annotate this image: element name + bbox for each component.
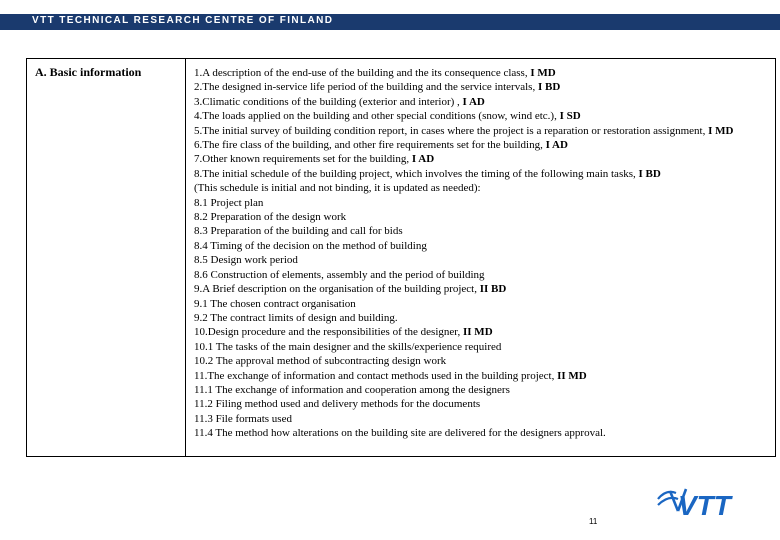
requirements-list	[194, 66, 766, 441]
list-item: 11.3 File formats used	[194, 412, 292, 425]
column-divider	[185, 59, 186, 456]
list-item: 10.2 The approval method of subcontracting design work	[194, 355, 447, 368]
list-item: 8.4 Timing of the decision on the method of building	[194, 239, 427, 252]
list-item: 3.Climatic conditions of the building (exterior and interior) , I AD	[194, 95, 485, 108]
list-item: 11.1 The exchange of information and cooperation among the designers	[194, 383, 510, 396]
list-item: 5.The initial survey of building condition report, in cases where the project is a reparation or restoration assignment, I MD	[194, 124, 734, 137]
list-item: 11.4 The method how alterations on the building site are delivered for the designers approval.	[194, 427, 606, 440]
header-bar	[0, 14, 780, 30]
list-item: 1.A description of the end-use of the building and the its consequence class, I MD	[194, 67, 556, 79]
list-item: 8.6 Construction of elements, assembly and the period of building	[194, 268, 485, 281]
list-item: 9.1 The chosen contract organisation	[194, 297, 356, 310]
header-title: VTT TECHNICAL RESEARCH CENTRE OF FINLAND	[32, 15, 334, 26]
list-item: 10.Design procedure and the responsibilities of the designer, II MD	[194, 326, 493, 339]
list-item: 11.2 Filing method used and delivery methods for the documents	[194, 398, 481, 411]
list-item: 9.2 The contract limits of design and building.	[194, 311, 398, 324]
basic-information-table	[26, 58, 776, 457]
list-item: 8.2 Preparation of the design work	[194, 211, 347, 224]
logo-text: VTT	[678, 490, 731, 519]
list-item: 4.The loads applied on the building and other special conditions (snow, wind etc.), I SD	[194, 110, 581, 123]
list-item: (This schedule is initial and not binding, it is updated as needed):	[194, 182, 481, 195]
list-item: 8.5 Design work period	[194, 254, 298, 267]
list-item: 8.3 Preparation of the building and call for bids	[194, 225, 403, 238]
page-number: 11	[589, 517, 598, 526]
list-item: 9.A Brief description on the organisation of the building project, II BD	[194, 283, 507, 296]
list-item: 8.1 Project plan	[194, 196, 264, 209]
vtt-logo-graphic	[656, 485, 768, 519]
list-item: 7.Other known requirements set for the building, I AD	[194, 153, 435, 166]
section-label: A. Basic information	[35, 65, 142, 79]
list-item: 10.1 The tasks of the main designer and the skills/experience required	[194, 340, 502, 353]
list-item: 2.The designed in-service life period of the building and the service intervals, I BD	[194, 81, 561, 94]
list-item: 11.The exchange of information and contact methods used in the building project, II MD	[194, 369, 587, 382]
list-item: 8.The initial schedule of the building project, which involves the timing of the following main tasks, I BD	[194, 167, 661, 180]
vtt-logo-icon	[656, 485, 768, 519]
list-item: 6.The fire class of the building, and other fire requirements set for the building, I AD	[194, 139, 568, 152]
